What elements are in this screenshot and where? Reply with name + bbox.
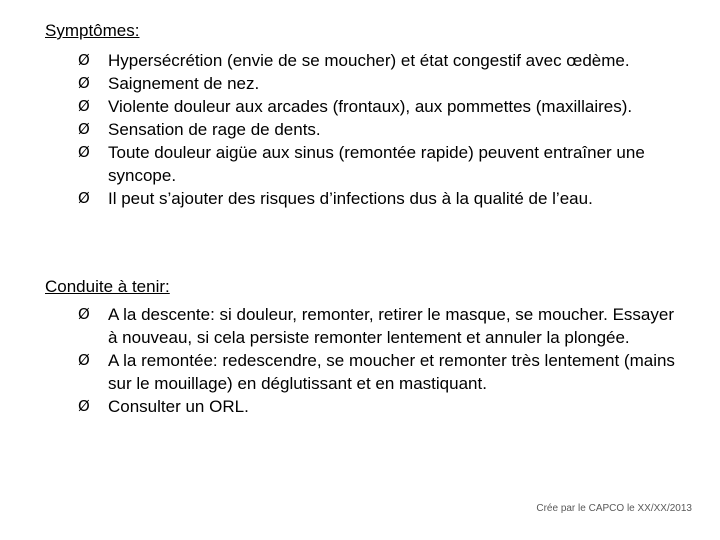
procedure-list — [78, 303, 688, 418]
arrow-bullet-icon: Ø — [78, 397, 90, 415]
list-item — [78, 349, 688, 395]
arrow-bullet-icon: Ø — [78, 351, 90, 369]
list-item-text: Consulter un ORL. — [108, 397, 249, 416]
procedure-heading: Conduite à tenir: — [45, 277, 170, 296]
arrow-bullet-icon: Ø — [78, 97, 90, 115]
list-item-text: Saignement de nez. — [108, 74, 260, 93]
arrow-bullet-icon: Ø — [78, 143, 90, 161]
list-item-text: Hypersécrétion (envie de se moucher) et état congestif avec œdème. — [108, 51, 630, 70]
footer-credit: Crée par le CAPCO le XX/XX/2013 — [536, 503, 692, 514]
list-item — [78, 49, 698, 72]
symptoms-heading: Symptômes: — [45, 21, 140, 40]
arrow-bullet-icon: Ø — [78, 74, 90, 92]
list-item — [78, 187, 698, 210]
list-item-text: Sensation de rage de dents. — [108, 120, 321, 139]
arrow-bullet-icon: Ø — [78, 120, 90, 138]
list-item-text: Il peut s’ajouter des risques d’infections dus à la qualité de l’eau. — [108, 189, 593, 208]
arrow-bullet-icon: Ø — [78, 189, 90, 207]
list-item — [78, 95, 698, 118]
list-item — [78, 141, 698, 187]
list-item — [78, 118, 698, 141]
arrow-bullet-icon: Ø — [78, 305, 90, 323]
list-item-text: A la remontée: redescendre, se moucher et remonter très lentement (mains sur le mouillage) en déglutissant et en mastiquant. — [108, 351, 675, 393]
list-item-text: Violente douleur aux arcades (frontaux), aux pommettes (maxillaires). — [108, 97, 633, 116]
symptoms-list — [78, 49, 698, 210]
arrow-bullet-icon: Ø — [78, 51, 90, 69]
list-item-text: Toute douleur aigüe aux sinus (remontée rapide) peuvent entraîner une syncope. — [108, 143, 645, 185]
list-item — [78, 303, 688, 349]
list-item — [78, 72, 698, 95]
list-item-text: A la descente: si douleur, remonter, retirer le masque, se moucher. Essayer à nouveau, si cela persiste remonter lentement et annuler la plongée. — [108, 305, 675, 347]
list-item — [78, 395, 688, 418]
